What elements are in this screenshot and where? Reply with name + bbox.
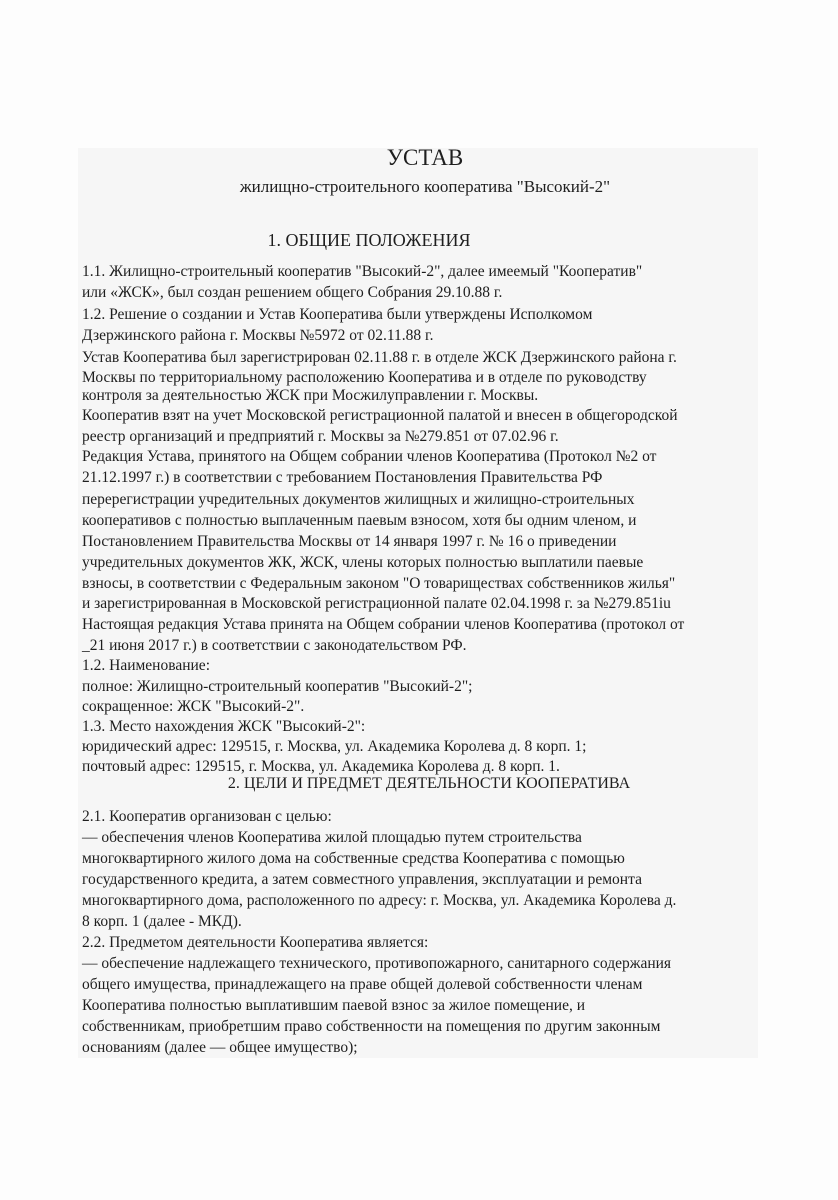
text-line: 2.2. Предметом деятельности Кооператива является: (82, 934, 429, 951)
text-line: общего имущества, принадлежащего на праве общей долевой собственности членам (82, 976, 643, 993)
text-line: кооперативов с полностью выплаченным паевым взносом, хотя бы одним членом, и (82, 512, 637, 529)
text-line: 1.1. Жилищно-строительный кооператив "Высокий-2", далее имеемый "Кооператив" (82, 263, 643, 280)
document-title: УСТАВ (386, 145, 464, 170)
text-line: Устав Кооператива был зарегистрирован 02.11.88 г. в отделе ЖСК Дзержинского района г. (82, 349, 677, 366)
text-line: Настоящая редакция Устава принята на Общем собрании членов Кооператива (протокол от (82, 616, 685, 633)
text-line: 1.2. Решение о создании и Устав Кооператива были утверждены Исполкомом (82, 306, 593, 323)
text-line: государственного кредита, а затем совместного управления, эксплуатации и ремонта (82, 871, 642, 888)
section-1-heading: 1. ОБЩИЕ ПОЛОЖЕНИЯ (267, 230, 471, 250)
text-line: Москвы по территориальному расположению Кооператива и в отделе по руководству (82, 369, 647, 386)
text-line: взносы, в соответствии с Федеральным законом "О товариществах собственников жилья" (82, 575, 676, 592)
text-line: Кооператив взят на учет Московской регистрационной палатой и внесен в общегородской (82, 407, 678, 424)
text-line: учредительных документов ЖК, ЖСК, члены которых полностью выплатили паевые (82, 554, 644, 571)
text-line: почтовый адрес: 129515, г. Москва, ул. Академика Королева д. 8 корп. 1. (82, 758, 560, 775)
text-line: — обеспечение надлежащего технического, противопожарного, санитарного содержания (82, 955, 672, 972)
text-line: 2.1. Кооператив организован с целью: (82, 808, 332, 825)
text-line: _21 июня 2017 г.) в соответствии с законодательством РФ. (82, 637, 467, 654)
text-line: полное: Жилищно-строительный кооператив "Высокий-2"; (82, 678, 473, 695)
text-line: контроля за деятельностью ЖСК при Мосжилуправлении г. Москвы. (82, 387, 539, 404)
text-line: Кооператива полностью выплатившим паевой взнос за жилое помещение, и (82, 997, 586, 1014)
text-line: сокращенное: ЖСК "Высокий-2". (82, 698, 305, 715)
text-line: 1.2. Наименование: (82, 657, 210, 674)
text-line: Постановлением Правительства Москвы от 14 января 1997 г. № 16 о приведении (82, 533, 617, 550)
text-line: 1.3. Место нахождения ЖСК "Высокий-2": (82, 718, 366, 735)
text-line: 21.12.1997 г.) в соответствии с требованием Постановления Правительства РФ (82, 469, 603, 486)
text-line: Дзержинского района г. Москвы №5972 от 02.11.88 г. (82, 327, 434, 344)
document-subtitle: жилищно-строительного кооператива "Высокий-2" (239, 177, 611, 196)
text-line: многоквартирного жилого дома на собственные средства Кооператива с помощью (82, 850, 625, 867)
text-line: многоквартирного дома, расположенного по адресу: г. Москва, ул. Академика Королева д. (82, 892, 677, 909)
text-line: Редакция Устава, принятого на Общем собрании членов Кооператива (Протокол №2 от (82, 448, 657, 465)
text-line: 8 корп. 1 (далее - МКД). (82, 913, 242, 930)
text-line: основаниям (далее — общее имущество); (82, 1039, 358, 1056)
text-line: собственникам, приобретшим право собственности на помещения по другим законным (82, 1018, 661, 1035)
text-line: перерегистрации учредительных документов жилищных и жилищно-строительных (82, 491, 635, 508)
section-2-heading: 2. ЦЕЛИ И ПРЕДМЕТ ДЕЯТЕЛЬНОСТИ КООПЕРАТИВА (227, 775, 631, 792)
text-line: реестр организаций и предприятий г. Москвы за №279.851 от 07.02.96 г. (82, 428, 559, 445)
text-line: и зарегистрированная в Московской регистрационной палате 02.04.1998 г. за №279.851iu (82, 595, 671, 612)
text-line: — обеспечения членов Кооператива жилой площадью путем строительства (82, 829, 582, 846)
text-line: юридический адрес: 129515, г. Москва, ул. Академика Королева д. 8 корп. 1; (82, 738, 587, 755)
text-line: или «ЖСК», был создан решением общего Собрания 29.10.88 г. (82, 284, 503, 301)
